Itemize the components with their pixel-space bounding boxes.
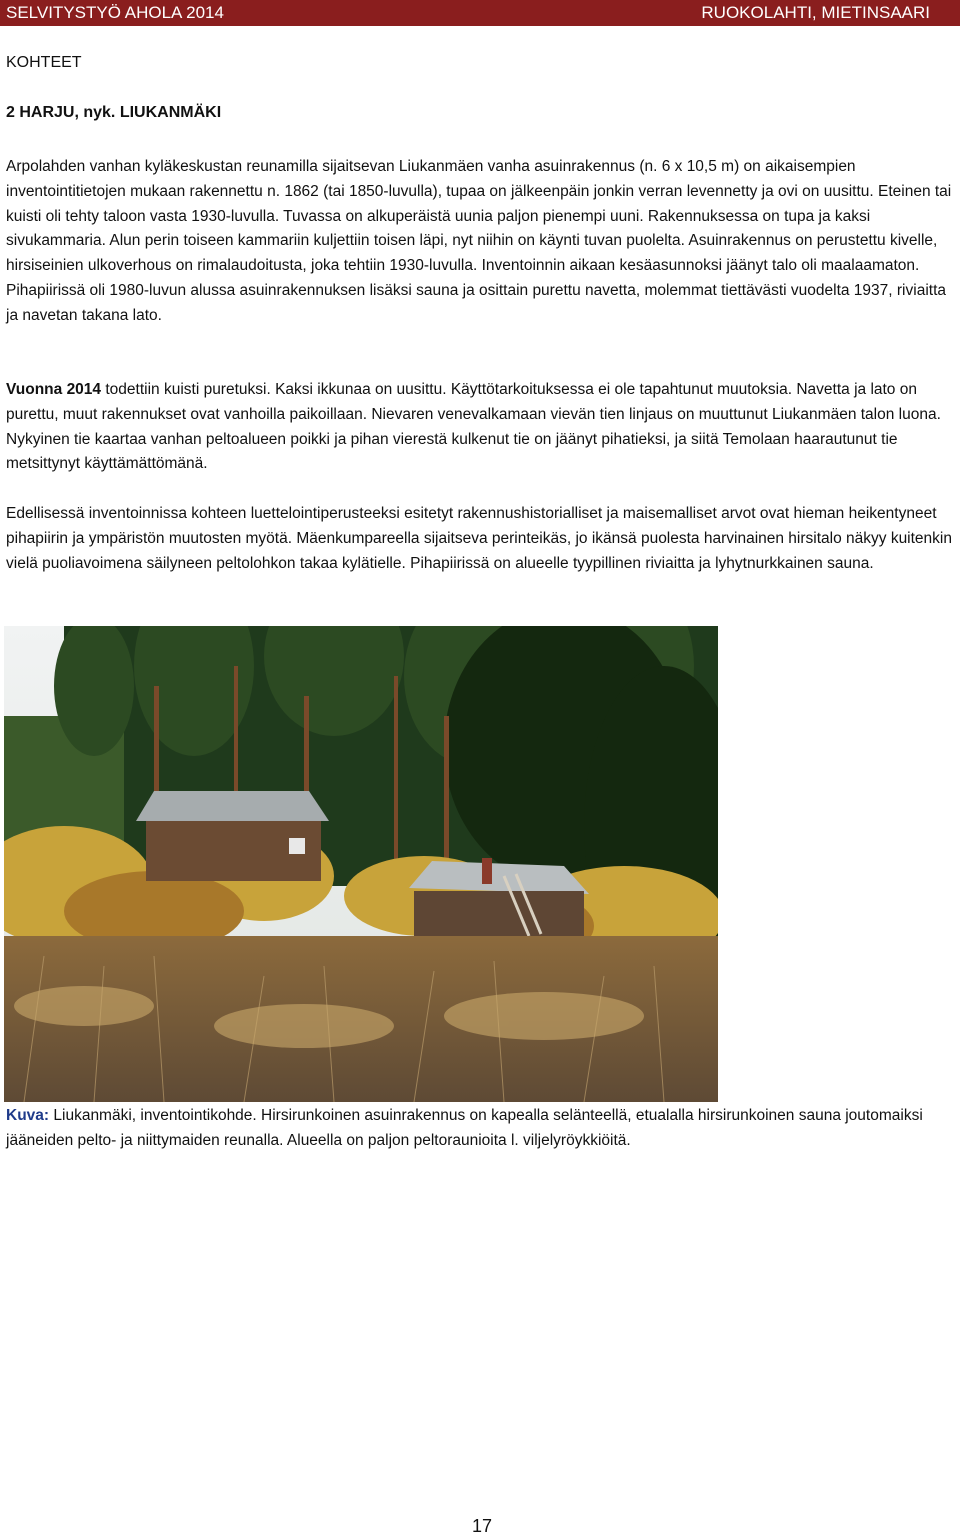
header-right-title: RUOKOLAHTI, MIETINSAARI	[701, 3, 930, 22]
caption-text: Liukanmäki, inventointikohde. Hirsirunkoinen asuinrakennus on kapealla selänteellä, etualalla hirsirunkoinen sauna joutomaiksi jääneiden pelto- ja niittymaiden reunalla. Alueella on paljon peltoraunioita l. viljelyröykkiöitä.	[6, 1107, 923, 1149]
site-heading: 2 HARJU, nyk. LIUKANMÄKI	[6, 104, 222, 121]
page-header	[0, 0, 960, 26]
paragraph-2014-changes	[6, 378, 960, 477]
year-lead	[6, 381, 101, 398]
landscape-photo	[4, 626, 718, 1102]
caption-label: Kuva:	[6, 1107, 50, 1124]
paragraph-2014-text: todettiin kuisti puretuksi. Kaksi ikkunaa on uusittu. Käyttötarkoituksessa ei ole tapahtunut muutoksia. Navetta ja lato on purettu, muut rakennukset ovat vanhoilla paikoillaan. Nievaren venevalkamaan vievän tien linjaus on muuttunut Liukanmäen talon luona. Nykyinen tie kaartaa vanhan peltoalueen poikki ja pihan vierestä kulkenut tie on jäänyt pihatieksi, ja siitä Temolaan haarautunut tie metsittynyt käyttämättömänä.	[6, 381, 941, 473]
page-number: 17	[472, 1516, 493, 1536]
paragraph-history: Arpolahden vanhan kyläkeskustan reunamilla sijaitsevan Liukanmäen vanha asuinrakennus (n. 6 x 10,5 m) on aikaisempien inventointitietojen mukaan rakennettu n. 1862 (tai 1850-luvulla), tupaa on jälkeenpäin jonkin verran levennetty ja ovi on uusittu. Eteinen tai kuisti oli tehty taloon vasta 1930-luvulla. Tuvassa on alkuperäistä uunia paljon pienempi uuni. Rakennuksessa on tupa ja kaksi sivukammaria. Alun perin toiseen kammariin kuljettiin toisen läpi, nyt niihin on käynti tuvan puolelta. Asuinrakennus on perustettu kivelle, hirsiseinien ulkoverhous on rimalaudoitusta, joka tehtiin 1930-luvulla. Inventoinnin aikaan kesäasunnoksi jäänyt talo oli maalaamaton. Pihapiirissä oli 1980-luvun alussa asuinrakennuksen lisäksi sauna ja osittain purettu navetta, molemmat tiettävästi vuodelta 1937, riviaitta ja navetan takana lato.	[6, 158, 952, 324]
header-left-title: SELVITYSTYÖ AHOLA 2014	[6, 3, 224, 22]
year-lead-text: Vuonna	[6, 381, 67, 398]
photo-caption	[6, 1104, 960, 1154]
paragraph-evaluation: Edellisessä inventoinnissa kohteen luettelointiperusteeksi esitetyt rakennushistorialliset ja maisemalliset arvot ovat hieman heikentyneet pihapiirin ja ympäristön muutosten myötä. Mäenkumpareella sijaitseva perinteikäs, jo ikänsä puolesta harvinainen hirsitalo näkyy kuitenkin vielä puoliavoimena säilyneen peltolohkon takaa kylätielle. Pihapiirissä on alueelle tyypillinen riviaitta ja lyhytnurkkainen sauna.	[6, 505, 952, 572]
section-label: KOHTEET	[6, 54, 82, 71]
year-value: 2014	[66, 381, 102, 398]
photo-illustration	[4, 626, 718, 1102]
